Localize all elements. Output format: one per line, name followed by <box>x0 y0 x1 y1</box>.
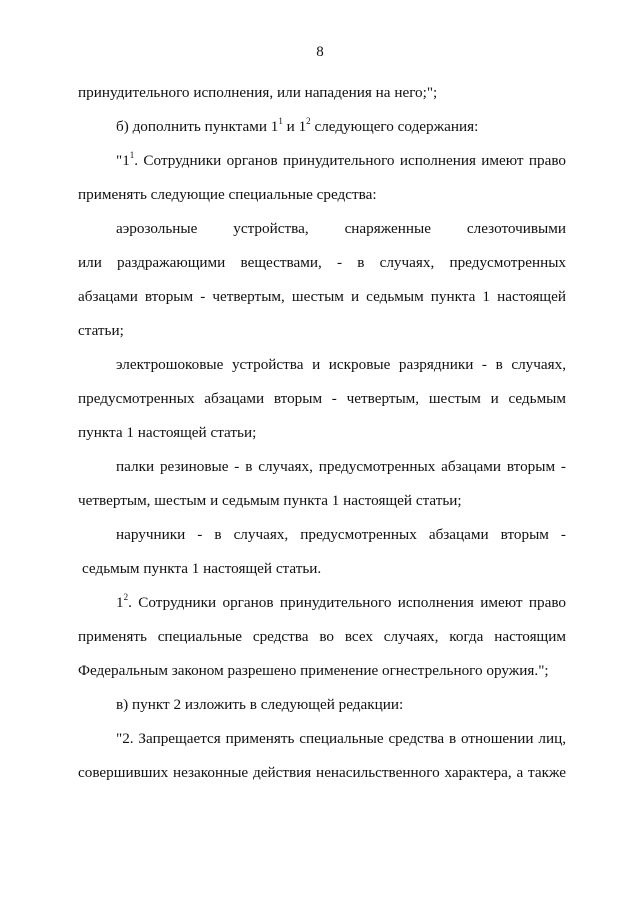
text-line: статьи; <box>78 322 124 339</box>
text-line: Федеральным законом разрешено применение огнестрельного оружия."; <box>78 662 549 679</box>
text-line <box>78 110 566 144</box>
text-line: электрошоковые устройства и искровые разрядники - в случаях, <box>116 356 566 373</box>
text-line <box>78 586 566 620</box>
text-span: б) дополнить пунктами 1 <box>116 118 279 135</box>
text-line: абзацами вторым - четвертым, шестым и седьмым пункта 1 настоящей <box>78 288 566 305</box>
text-line: аэрозольные устройства, снаряженные слезоточивыми <box>116 220 566 237</box>
superscript: 1 <box>278 115 283 126</box>
text-line: предусмотренных абзацами вторым - четвертым, шестым и седьмым <box>78 390 566 407</box>
text-span: . Сотрудники органов принудительного исполнения имеют право <box>128 594 566 611</box>
superscript: 2 <box>123 591 129 602</box>
text-line: четвертым, шестым и седьмым пункта 1 настоящей статьи; <box>78 492 462 509</box>
text-span: . Сотрудники органов принудительного исполнения имеют право <box>134 152 566 169</box>
text-line: наручники - в случаях, предусмотренных абзацами вторым - <box>116 526 566 543</box>
text-line: пункта 1 настоящей статьи; <box>78 424 257 441</box>
text-line: в) пункт 2 изложить в следующей редакции: <box>116 696 404 713</box>
text-line <box>78 144 566 178</box>
text-line: или раздражающими веществами, - в случаях, предусмотренных <box>78 254 566 271</box>
superscript: 1 <box>129 149 135 160</box>
text-span: и 1 <box>282 118 307 135</box>
document-body <box>78 76 566 790</box>
superscript: 2 <box>306 115 311 126</box>
text-span: "1 <box>116 152 130 169</box>
text-line: палки резиновые - в случаях, предусмотренных абзацами вторым - <box>116 458 566 475</box>
text-line: седьмым пункта 1 настоящей статьи. <box>82 560 322 577</box>
text-line: применять следующие специальные средства: <box>78 186 377 203</box>
page-number: 8 <box>316 44 324 60</box>
text-span: 1 <box>116 594 124 611</box>
text-line: совершивших незаконные действия ненасильственного характера, а также <box>78 764 566 781</box>
text-line: "2. Запрещается применять специальные средства в отношении лиц, <box>116 730 566 747</box>
text-line: применять специальные средства во всех случаях, когда настоящим <box>78 628 566 645</box>
text-span: следующего содержания: <box>310 118 479 135</box>
text-line: принудительного исполнения, или нападения на него;"; <box>78 84 438 101</box>
